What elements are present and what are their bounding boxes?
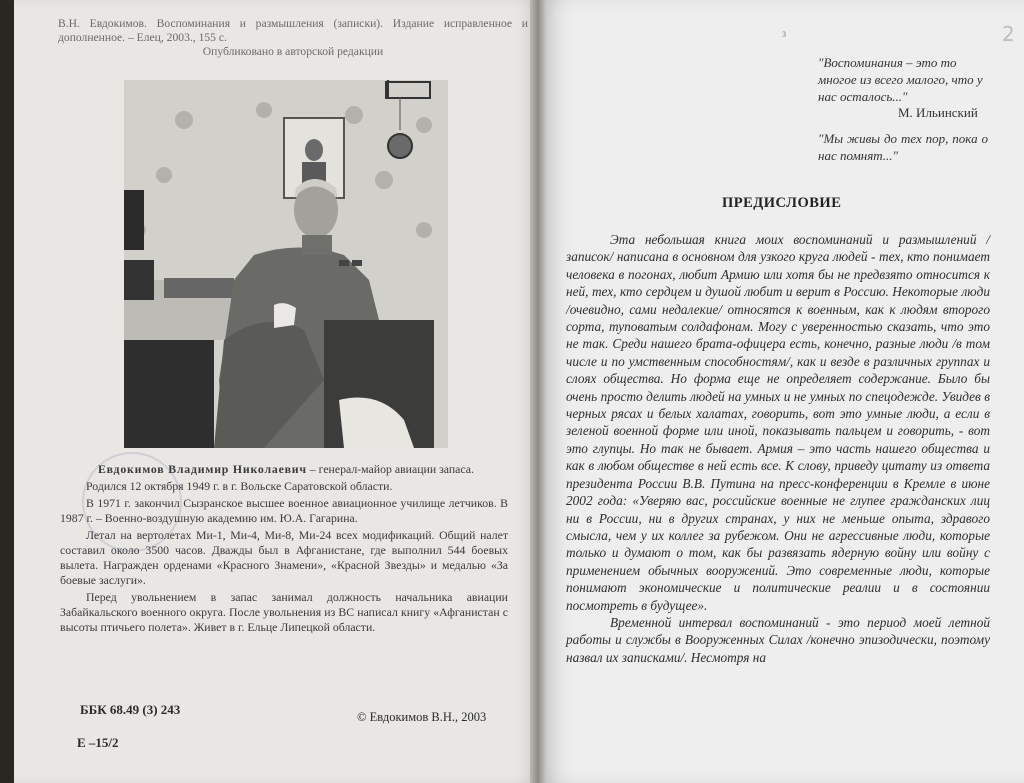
- author-name: Евдокимов Владимир Николаевич: [98, 462, 307, 476]
- bibliographic-header: [58, 17, 528, 59]
- bio-birth: Родился 12 октября 1949 г. в г. Вольске Саратовской области.: [86, 479, 393, 493]
- author-photo: [124, 80, 448, 448]
- preface-paragraph-1: Эта небольшая книга моих воспоминаний и размышлений /записок/ написана в основном для узкого круга людей - тех, кто понимает человека в погонах, любит Армию или хотя бы не предвзято относится к ней, тех, кто сердцем и душой любит и верит в Россию. Некоторые люди /очевидно, сами недалекие/ относятся к военным, как к людям второго сорта, туповатым солдафонам. Могу с уверенностью сказать, что это не так. Среди нашего брата-офицера есть, конечно, разные люди /в том числе и по умственным способностям/, как и везде в различных группах и слоях общества. Но форма еще не определяет содержание. Было бы очень просто делить людей на умных и не умных по спецодежде. Увидев в черных рясах и белых халатах, говорить, вот это умные люди, а если в зеленой военной форме или иной, показывать пальцем и говорить, - вот это глупцы. Но так не бывает. Армия – это часть нашего общества и как в любом обществе в ней есть все. К слову, приведу цитату из ответа президента России В.В. Путина на пресс-конференции в Кремле в июне 2002 года: «Уверяю вас, российские военные не глупее гражданских лиц ни в России, ни в других странах, у них не меньше опыта, здравого смысла, чем у их коллег за рубежом. Они не агрессивные люди, которые только и думают о том, как бы развязать ядерную войну или войну с применением обычных вооружений. Это современные люди, которые понимают экономические и политические реалии и в состоянии посмотреть в будущее».: [566, 232, 990, 613]
- pencil-page-mark: 2: [1002, 22, 1015, 46]
- book-gutter: [530, 0, 546, 783]
- bbk-classification: ББК 68.49 (3) 243: [80, 702, 181, 717]
- author-rank: – генерал-майор авиации запаса.: [306, 462, 474, 476]
- bio-education: В 1971 г. закончил Сызранское высшее военное авиационное училище летчиков. В 1987 г. – Военно-воздушную академию им. Ю.А. Гагарина.: [60, 496, 508, 525]
- section-title: ПРЕДИСЛОВИЕ: [722, 195, 842, 211]
- catalog-code: Е –15/2: [77, 735, 119, 750]
- page-number: 3: [782, 30, 786, 39]
- bio-service: Летал на вертолетах Ми-1, Ми-4, Ми-8, Ми-24 всех модификаций. Общий налет составил около 3500 часов. Дважды был в Афганистане, где выполнил 544 боевых вылета. Награжден орденами «Красного Знамени», «Красной Звезды» и медалью «За боевые заслуги».: [60, 528, 508, 587]
- copyright-notice: © Евдокимов В.Н., 2003: [357, 710, 487, 724]
- preface-text: [566, 231, 990, 666]
- epigraph-quote-2: "Мы живы до тех пор, пока о нас помнят...": [818, 131, 988, 163]
- epigraph-quote-1: "Воспоминания – это то многое из всего малого, что у нас осталось...": [818, 55, 983, 104]
- header-citation: В.Н. Евдокимов. Воспоминания и размышления (записки). Издание исправленное и дополненное. – Елец, 2003., 155 с.: [58, 17, 528, 44]
- author-photo-illustration: [124, 80, 448, 448]
- bio-retirement: Перед увольнением в запас занимал должность начальника авиации Забайкальского военного округа. После увольнения из ВС написал книгу «Афганистан с высоты птичьего полета». Живет в г. Ельце Липецкой области.: [60, 590, 508, 634]
- header-publication-note: Опубликовано в авторской редакции: [202, 45, 384, 58]
- epigraph-author-1: М. Ильинский: [898, 105, 978, 120]
- preface-paragraph-2: Временной интервал воспоминаний - это период моей летной работы и службы в Вооруженных Силах /конечно эпизодически, поэтому назвал их записками/. Несмотря на: [566, 614, 990, 665]
- author-biography: [60, 462, 508, 637]
